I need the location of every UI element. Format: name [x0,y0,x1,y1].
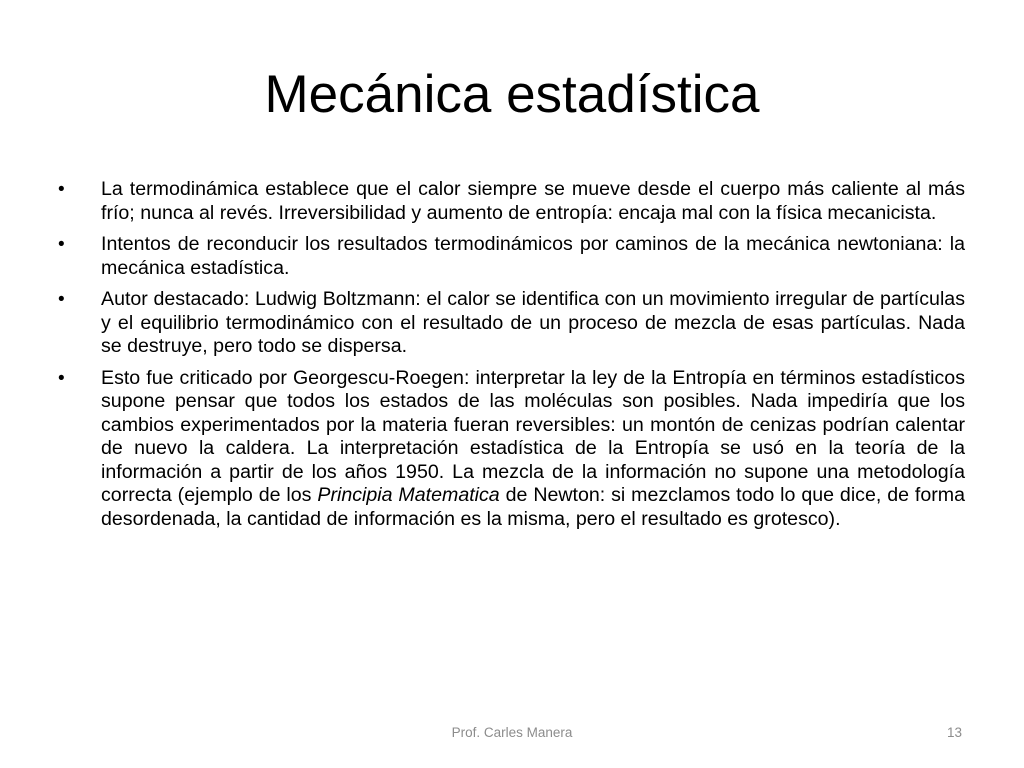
bullet-text: La termodinámica establece que el calor siempre se mueve desde el cuerpo más caliente al más frío; nunca al revés. Irreversibilidad y aumento de entropía: encaja mal con la física mecanicista. [101,178,965,224]
bullet-item [58,233,965,280]
footer-author: Prof. Carles Manera [451,725,573,740]
slide-number: 13 [946,725,962,740]
bullet-list [58,178,965,539]
bullet-text: Autor destacado: Ludwig Boltzmann: el calor se identifica con un movimiento irregular de partículas y el equilibrio termodinámico con el resultado de un proceso de mezcla de esas partículas. Nada se destruye, pero todo se dispersa. [101,288,965,357]
bullet-item [58,178,965,225]
bullet-item [58,367,965,532]
bullet-text-part: Esto fue criticado por Georgescu-Roegen: interpretar la ley de la Entropía en términos estadísticos supone pensar que todos los estados de las moléculas son posibles. Nada impediría que los cambios experimentados por la materia fueran reversibles: un montón de cenizas podrían calentar de nuevo la caldera. La interpretación estadística de la Entropía se usó en la teoría de la información a partir de los años 1950. La mezcla de la información no supone una metodología correcta (ejemplo de los [101,366,965,506]
bullet-icon: • [58,367,65,389]
bullet-icon: • [58,234,65,255]
bullet-item [58,288,965,359]
slide-title: Mecánica estadística [264,65,760,124]
bullet-text-part: de Newton: si mezclamos todo lo que dice, de forma desordenada, la cantidad de información es la misma, pero el resultado es grotesco). [101,484,966,530]
bullet-icon: • [58,289,65,310]
bullet-icon: • [58,179,65,200]
bullet-text: Intentos de reconducir los resultados termodinámicos por caminos de la mecánica newtoniana: la mecánica estadística. [101,233,965,279]
book-title: Principia Matematica [317,484,500,506]
